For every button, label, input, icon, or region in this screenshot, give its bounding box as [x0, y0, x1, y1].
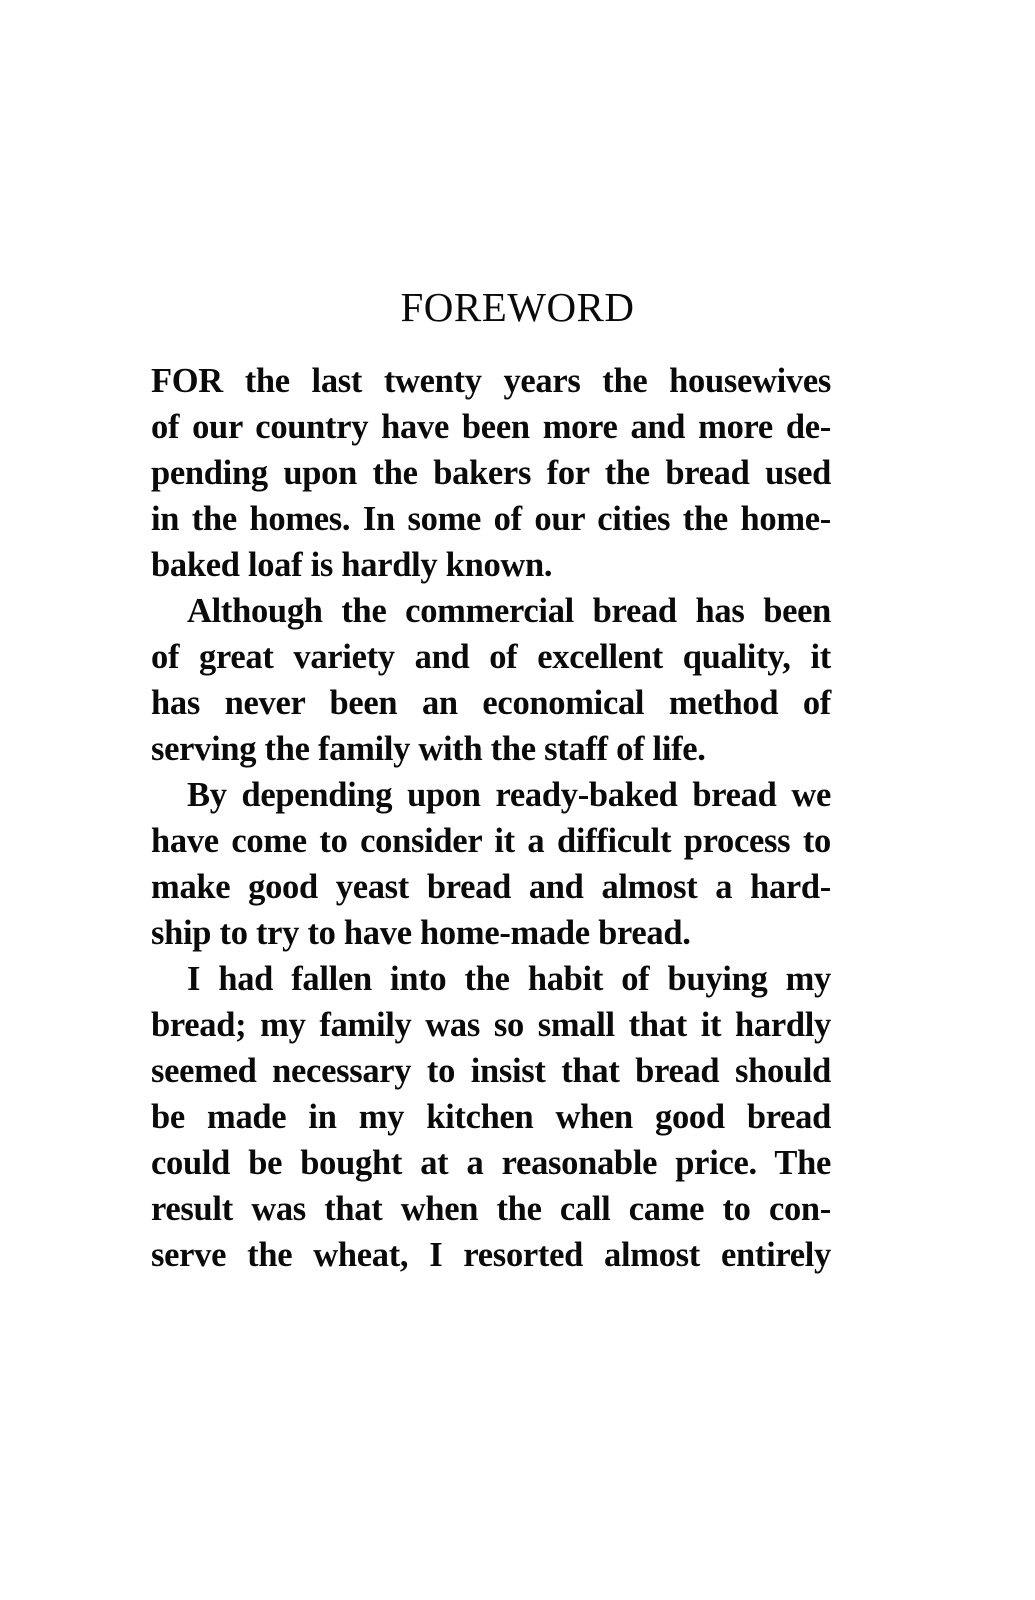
text-line: serving the family with the staff of life. — [151, 730, 706, 768]
text-line: make good yeast bread and almost a hard- — [151, 868, 831, 906]
text-line: of our country have been more and more de- — [151, 408, 831, 446]
text-line: Although the commercial bread has been — [187, 592, 831, 630]
text-line: ship to try to have home-made bread. — [151, 914, 691, 952]
text-line: could be bought at a reasonable price. The — [151, 1144, 831, 1182]
text-line: I had fallen into the habit of buying my — [187, 960, 831, 998]
text-line: bread; my family was so small that it hardly — [151, 1006, 831, 1044]
text-line: result was that when the call came to con- — [151, 1190, 831, 1228]
text-line: in the homes. In some of our cities the home- — [151, 500, 831, 538]
text-line: has never been an economical method of — [151, 684, 831, 722]
text-line: of great variety and of excellent quality, it — [151, 638, 831, 676]
text-line: By depending upon ready-baked bread we — [187, 776, 831, 814]
text-line: serve the wheat, I resorted almost entirely — [151, 1236, 831, 1274]
text-line: FOR the last twenty years the housewives — [151, 362, 831, 400]
text-line: seemed necessary to insist that bread should — [151, 1052, 831, 1090]
text-line: be made in my kitchen when good bread — [151, 1098, 831, 1136]
text-line: have come to consider it a difficult process to — [151, 822, 831, 860]
text-line: baked loaf is hardly known. — [151, 546, 553, 584]
page-title: FOREWORD — [400, 284, 635, 330]
text-line: pending upon the bakers for the bread used — [151, 454, 831, 492]
